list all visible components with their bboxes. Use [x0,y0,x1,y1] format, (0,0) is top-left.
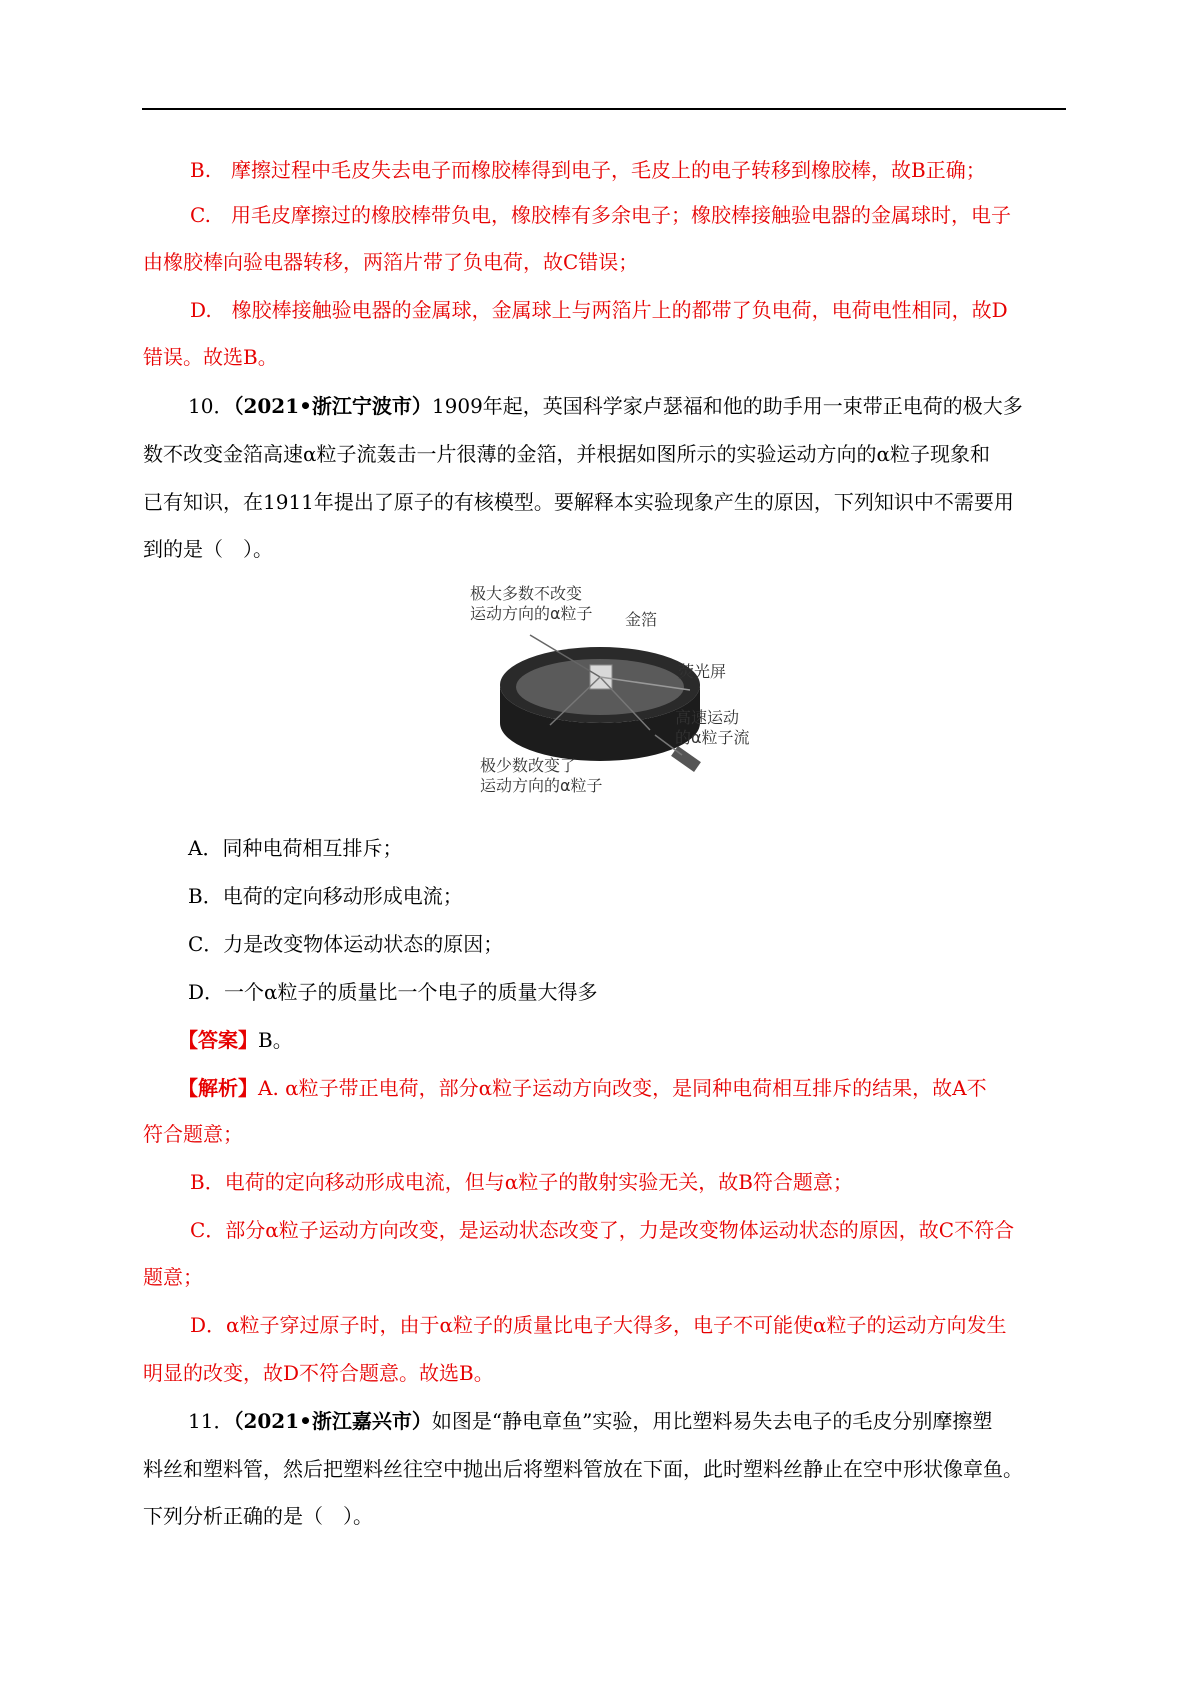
q10-analysis-line3: B．电荷的定向移动形成电流，但与α粒子的散射实验无关，故B符合题意； [190,1170,853,1194]
prev-analysis-d-line2: 错误。故选B。 [143,345,278,369]
prev-analysis-c-line2: 由橡胶棒向验电器转移，两箔片带了负电荷，故C错误； [143,250,639,274]
q10-analysis-line6: D．α粒子穿过原子时，由于α粒子的质量比电子大得多，电子不可能使α粒子的运动方向发生 [190,1313,1007,1337]
answer-tag: 【答案】 [178,1028,258,1052]
q10-stem-line2: 数不改变金箔高速α粒子流轰击一片很薄的金箔，并根据如图所示的实验运动方向的α粒子现象和 [143,442,991,466]
q10-stem-text: 1909年起，英国科学家卢瑟福和他的助手用一束带正电荷的极大多 [431,394,1023,418]
q10-stem-line3: 已有知识，在1911年提出了原子的有核模型。要解释本实验现象产生的原因，下列知识中不需要用 [143,490,1014,514]
q10-option-a: A．同种电荷相互排斥； [188,836,403,860]
analysis-tag: 【解析】 [178,1076,258,1100]
q11-stem-line1 [188,1409,992,1433]
analysis-text-1: A. α粒子带正电荷，部分α粒子运动方向改变，是同种电荷相互排斥的结果，故A不 [258,1076,987,1100]
prev-analysis-b: B. 摩擦过程中毛皮失去电子而橡胶棒得到电子，毛皮上的电子转移到橡胶棒，故B正确； [190,158,986,182]
q11-stem-line3: 下列分析正确的是（ ）。 [143,1504,373,1528]
q11-number: 11． [188,1409,234,1433]
figure-label-undeflected-1: 极大多数不改变 [470,584,583,603]
figure-label-screen: 荧光屏 [678,662,727,681]
q10-analysis-line1 [178,1076,987,1100]
prev-analysis-c-line1: C. 用毛皮摩擦过的橡胶棒带负电，橡胶棒有多余电子；橡胶棒接触验电器的金属球时，电子 [190,203,1011,227]
prev-analysis-d-line1: D. 橡胶棒接触验电器的金属球，金属球上与两箔片上的都带了负电荷，电荷电性相同，故D [190,298,1008,322]
q10-source: （2021•浙江宁波市） [233,394,432,418]
q10-option-d: D．一个α粒子的质量比一个电子的质量大得多 [188,980,598,1004]
q10-number: 10． [188,394,234,418]
q11-source: （2021•浙江嘉兴市） [233,1409,432,1433]
figure-label-deflected-1: 极少数改变了 [480,756,577,775]
q11-stem-text: 如图是“静电章鱼”实验，用比塑料易失去电子的毛皮分别摩擦塑 [431,1409,993,1433]
figure-label-stream-2: 的α粒子流 [675,728,750,747]
figure-label-undeflected-2: 运动方向的α粒子 [470,604,593,623]
q10-stem-line4: 到的是（ ）。 [143,537,273,561]
q10-analysis-line5: 题意； [143,1265,203,1289]
figure-label-deflected-2: 运动方向的α粒子 [480,776,603,795]
q10-analysis-line7: 明显的改变，故D不符合题意。故选B。 [143,1361,494,1385]
q11-stem-line2: 料丝和塑料管，然后把塑料丝往空中抛出后将塑料管放在下面，此时塑料丝静止在空中形状像章鱼。 [143,1457,1023,1481]
q10-answer [178,1028,293,1052]
q10-stem-line1 [188,394,1023,418]
q10-option-c: C．力是改变物体运动状态的原因； [188,932,504,956]
figure-label-stream-1: 高速运动 [675,708,740,727]
q10-analysis-line2: 符合题意； [143,1122,243,1146]
header-rule [142,108,1066,110]
answer-value: B。 [258,1028,293,1052]
q10-analysis-line4: C．部分α粒子运动方向改变，是运动状态改变了，力是改变物体运动状态的原因，故C不符合 [190,1218,1015,1242]
q10-option-b: B．电荷的定向移动形成电流； [188,884,463,908]
rutherford-figure [450,585,790,800]
figure-label-foil: 金箔 [625,610,658,629]
